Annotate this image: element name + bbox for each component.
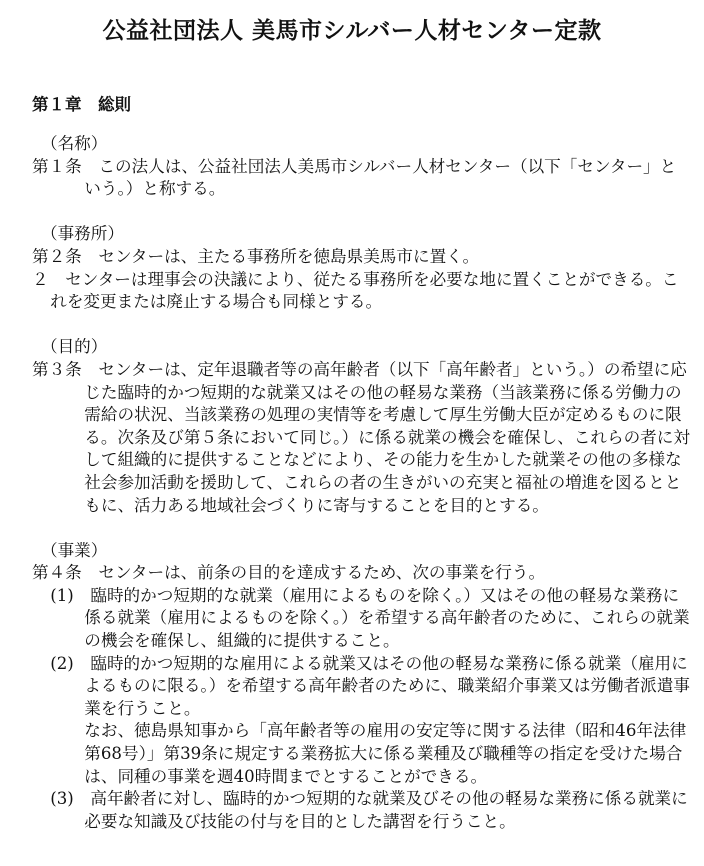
list-item [32, 585, 692, 653]
paragraph-text: センターは理事会の決議により、従たる事務所を必要な地に置くことができる。これを変更または廃止する場合も同様とする。 [50, 269, 679, 312]
article-body [32, 246, 692, 269]
list-item [32, 653, 692, 721]
document-body [32, 133, 692, 856]
article-1 [32, 133, 692, 201]
chapter-heading: 第１章 総則 [32, 95, 131, 114]
article-heading: （事業） [41, 540, 108, 560]
item-number: (3) [50, 789, 74, 809]
article-text: この法人は、公益社団法人美馬市シルバー人材センター（以下「センター」という。）と称する。 [84, 156, 677, 199]
article-number: 第１条 [32, 156, 82, 176]
article-4 [32, 540, 692, 834]
article-2 [32, 223, 692, 313]
article-number: 第４条 [32, 563, 82, 583]
article-body [32, 156, 692, 201]
article-text: センターは、前条の目的を達成するため、次の事業を行う。 [98, 563, 546, 583]
article-number: 第２条 [32, 246, 82, 266]
item-text: 高年齢者に対し、臨時的かつ短期的な就業及びその他の軽易な業務に係る就業に必要な知識及び技能の付与を目的とした講習を行うこと。 [84, 789, 688, 831]
article-body [32, 359, 692, 517]
article-body [32, 562, 692, 585]
item-number: (2) [50, 653, 74, 673]
item-note: なお、徳島県知事から「高年齢者等の雇用の安定等に関する法律（昭和46年法律第68号）」第39条に規定する業務拡大に係る業種及び職種等の指定を受けた場合は、同種の事業を週40時間までとすることができる。 [84, 721, 687, 786]
item-text: 臨時的かつ短期的な就業（雇用によるものを除く。）又はその他の軽易な業務に係る就業（雇用によるものを除く。）を希望する高年齢者のために、これらの就業の機会を確保し、組織的に提供すること。 [84, 585, 690, 651]
article-heading: （事務所） [41, 224, 124, 244]
article-heading: （目的） [41, 337, 108, 357]
list-item [32, 788, 692, 833]
article-heading: （名称） [41, 134, 108, 153]
item-number: (1) [50, 585, 74, 605]
document-title: 公益社団法人 美馬市シルバー人材センター定款 [102, 18, 602, 44]
article-number: 第３条 [32, 359, 82, 379]
article-3 [32, 336, 692, 517]
article-text: センターは、定年退職者等の高年齢者（以下「高年齢者」という。）の希望に応じた臨時的かつ短期的な就業又はその他の軽易な業務（当該業務に係る労働力の需給の状況、当該業務の処理の実情等を考慮して厚生労働大臣が定めるものに限る。次条及び第５条において同じ。）に係る就業の機会を確保し、これらの者に対して組織的に提供することなどにより、その能力を生かした就業その他の多様な社会参加活動を援助して、これらの者の生きがいの充実と福祉の増進を図るとともに、活力ある地域社会づくりに寄与することを目的とする。 [84, 359, 690, 515]
item-text: 臨時的かつ短期的な雇用による就業又はその他の軽易な業務に係る就業（雇用によるものに限る。）を希望する高年齢者のために、職業紹介事業又は労働者派遣事業を行うこと。 [84, 653, 690, 718]
paragraph-number: ２ [32, 269, 49, 289]
paragraph [32, 269, 692, 314]
article-text: センターは、主たる事務所を徳島県美馬市に置く。 [98, 246, 480, 266]
